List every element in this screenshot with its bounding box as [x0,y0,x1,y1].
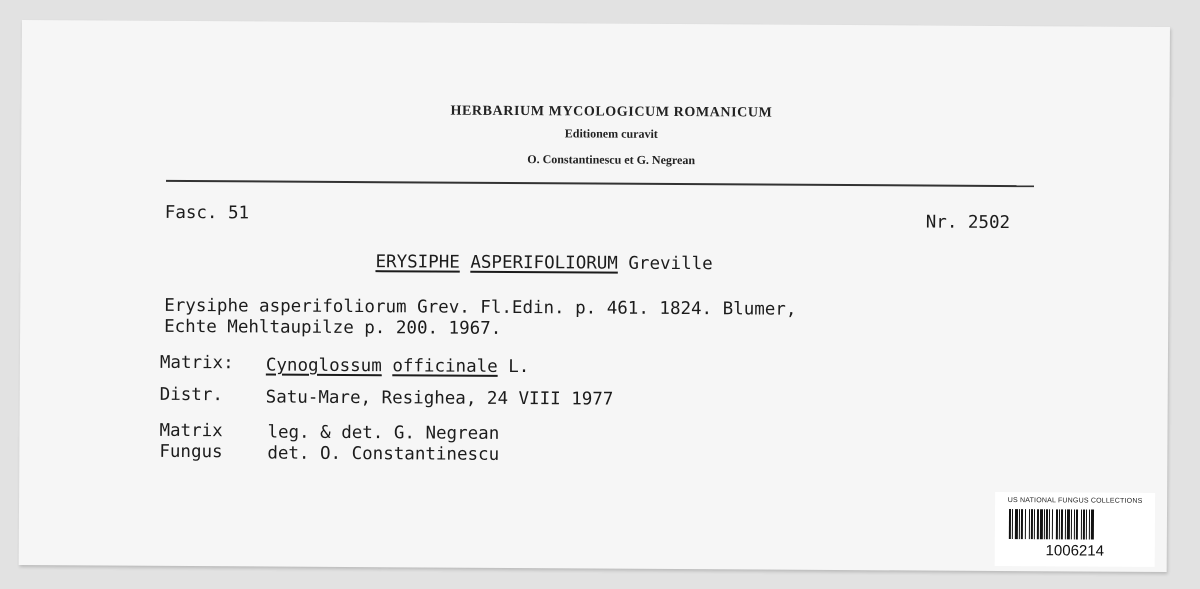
barcode-bar [1091,510,1094,540]
matrix-host [266,355,530,377]
barcode-bar [1065,509,1066,539]
barcode-bar [1021,509,1023,539]
distribution-value: Satu-Mare, Resighea, 24 VIII 1977 [265,387,614,410]
barcode-bar [1056,509,1058,539]
matrix-collector-label: Matrix [159,420,223,442]
barcode-bar [1009,509,1011,539]
barcode-bar [1012,509,1013,539]
barcode-bar [1076,509,1078,539]
barcode-bar [1067,509,1070,539]
barcode-bar [1089,510,1090,540]
matrix-label: Matrix: [159,352,234,374]
specimen-number: Nr. 2502 [925,212,1011,234]
barcode-bar [1015,509,1018,539]
distribution-label: Distr. [159,384,223,406]
barcode-bar [1046,509,1048,539]
barcode-bar [1034,509,1035,539]
fungus-determiner-value: det. O. Constantinescu [267,443,500,465]
barcode-bar [1086,510,1087,540]
barcode-bar [1061,509,1063,539]
herbarium-label [19,20,1170,572]
barcode-icon [1009,509,1141,540]
citation-line-2: Echte Mehltaupilze p. 200. 1967. [164,316,502,339]
header-divider [166,180,1034,187]
barcode-bar [1081,509,1082,539]
species-epithet: ASPERIFOLIORUM [470,252,618,274]
barcode-title: US NATIONAL FUNGUS COLLECTIONS [1007,497,1143,505]
species-author: Greville [628,253,713,275]
species-genus: ERYSIPHE [375,252,460,273]
matrix-collector-value: leg. & det. G. Negrean [267,422,500,444]
barcode-bar [1025,509,1026,539]
host-epithet: officinale [392,356,498,377]
barcode-bar [1049,509,1050,539]
host-author: L. [508,356,530,378]
host-genus: Cynoglossum [265,355,382,377]
barcode-label [995,492,1155,567]
species-name [375,252,712,274]
fascicle-number: Fasc. 51 [164,202,250,224]
fungus-determiner-label: Fungus [159,441,223,463]
barcode-bar [1044,509,1045,539]
barcode-bar [1037,509,1039,539]
barcode-bar [1052,509,1053,539]
barcode-bar [1031,509,1033,539]
editorial-line: Editionem curavit [564,126,658,141]
editors-line: O. Constantinescu et G. Negrean [527,152,696,168]
barcode-bar [1040,509,1043,539]
barcode-bar [1019,509,1020,539]
barcode-bar [1059,509,1060,539]
barcode-bar [1083,509,1085,539]
barcode-bar [1029,509,1030,539]
barcode-bar [1074,509,1075,539]
barcode-number: 1006214 [1045,542,1105,560]
herbarium-title: HERBARIUM MYCOLOGICUM ROMANICUM [450,103,773,121]
citation-line-1: Erysiphe asperifoliorum Grev. Fl.Edin. p. 461. 1824. Blumer, [164,295,797,320]
barcode-bar [1071,509,1072,539]
